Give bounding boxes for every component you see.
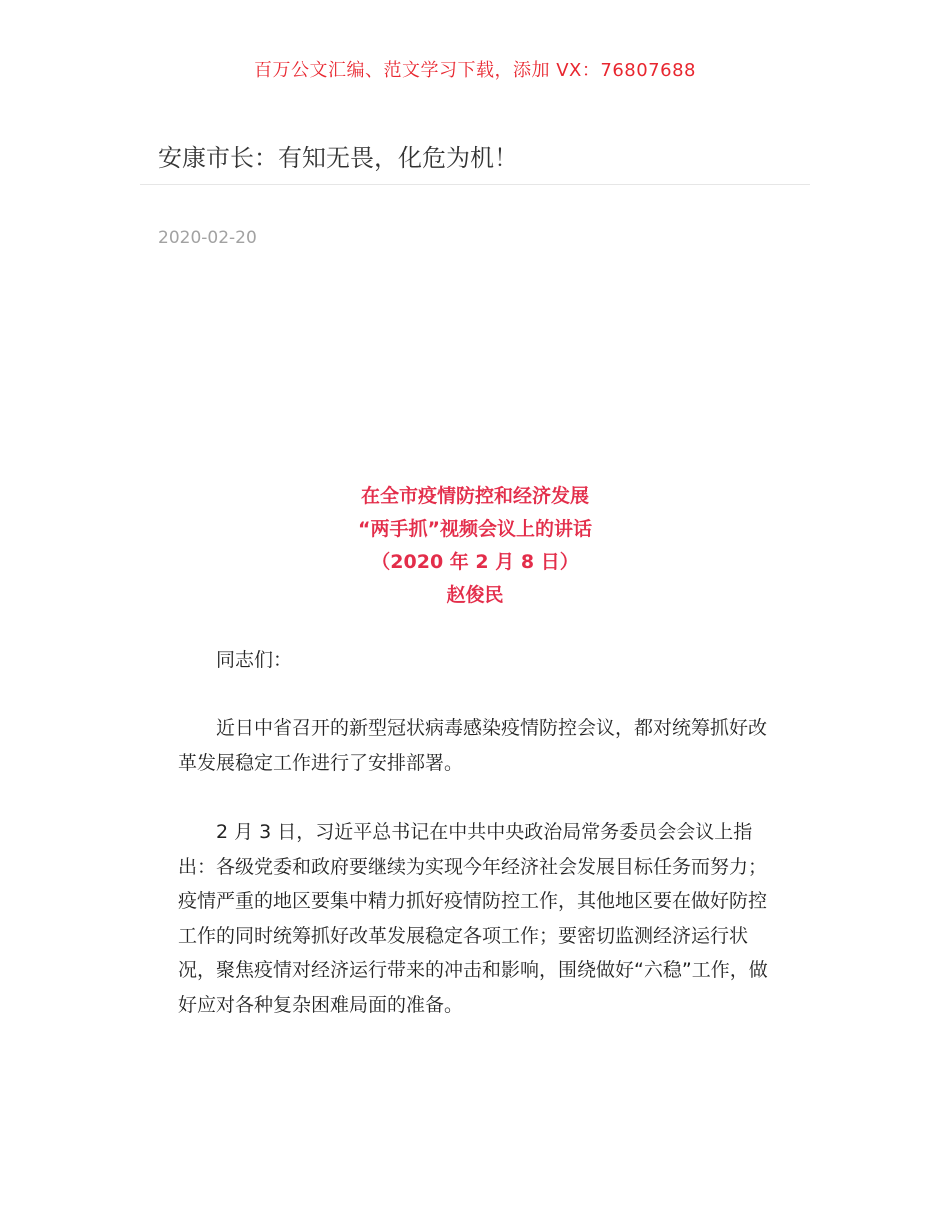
greeting-paragraph xyxy=(178,643,778,678)
body-paragraph-2 xyxy=(178,815,778,1022)
speech-speaker: 赵俊民 xyxy=(446,584,504,606)
paragraph-2-text: 2 月 3 日，习近平总书记在中共中央政治局常务委员会会议上指出：各级党委和政府要继续为实现今年经济社会发展目标任务而努力；疫情严重的地区要集中精力抓好疫情防控工作，其他地区要在做好防控工作的同时统筹抓好改革发展稳定各项工作；要密切监测经济运行状况，聚焦疫情对经济运行带来的冲击和影响，围绕做好“六稳”工作，做好应对各种复杂困难局面的准备。 xyxy=(178,821,768,1016)
greeting-text: 同志们： xyxy=(216,649,293,671)
promo-banner: 百万公文汇编、范文学习下载，添加 VX：76807688 xyxy=(254,60,696,81)
speech-heading-line2: “两手抓”视频会议上的讲话 xyxy=(358,518,592,540)
speech-heading xyxy=(0,480,950,612)
body-paragraph-1 xyxy=(178,711,778,780)
paragraph-1-text: 近日中省召开的新型冠状病毒感染疫情防控会议，都对统筹抓好改革发展稳定工作进行了安排部署。 xyxy=(178,717,768,774)
speech-heading-date: （2020 年 2 月 8 日） xyxy=(371,551,579,573)
publish-date: 2020-02-20 xyxy=(158,228,257,248)
article-title: 安康市长：有知无畏，化危为机！ xyxy=(158,144,518,172)
title-divider xyxy=(140,184,810,185)
speech-heading-line1: 在全市疫情防控和经济发展 xyxy=(360,485,589,507)
